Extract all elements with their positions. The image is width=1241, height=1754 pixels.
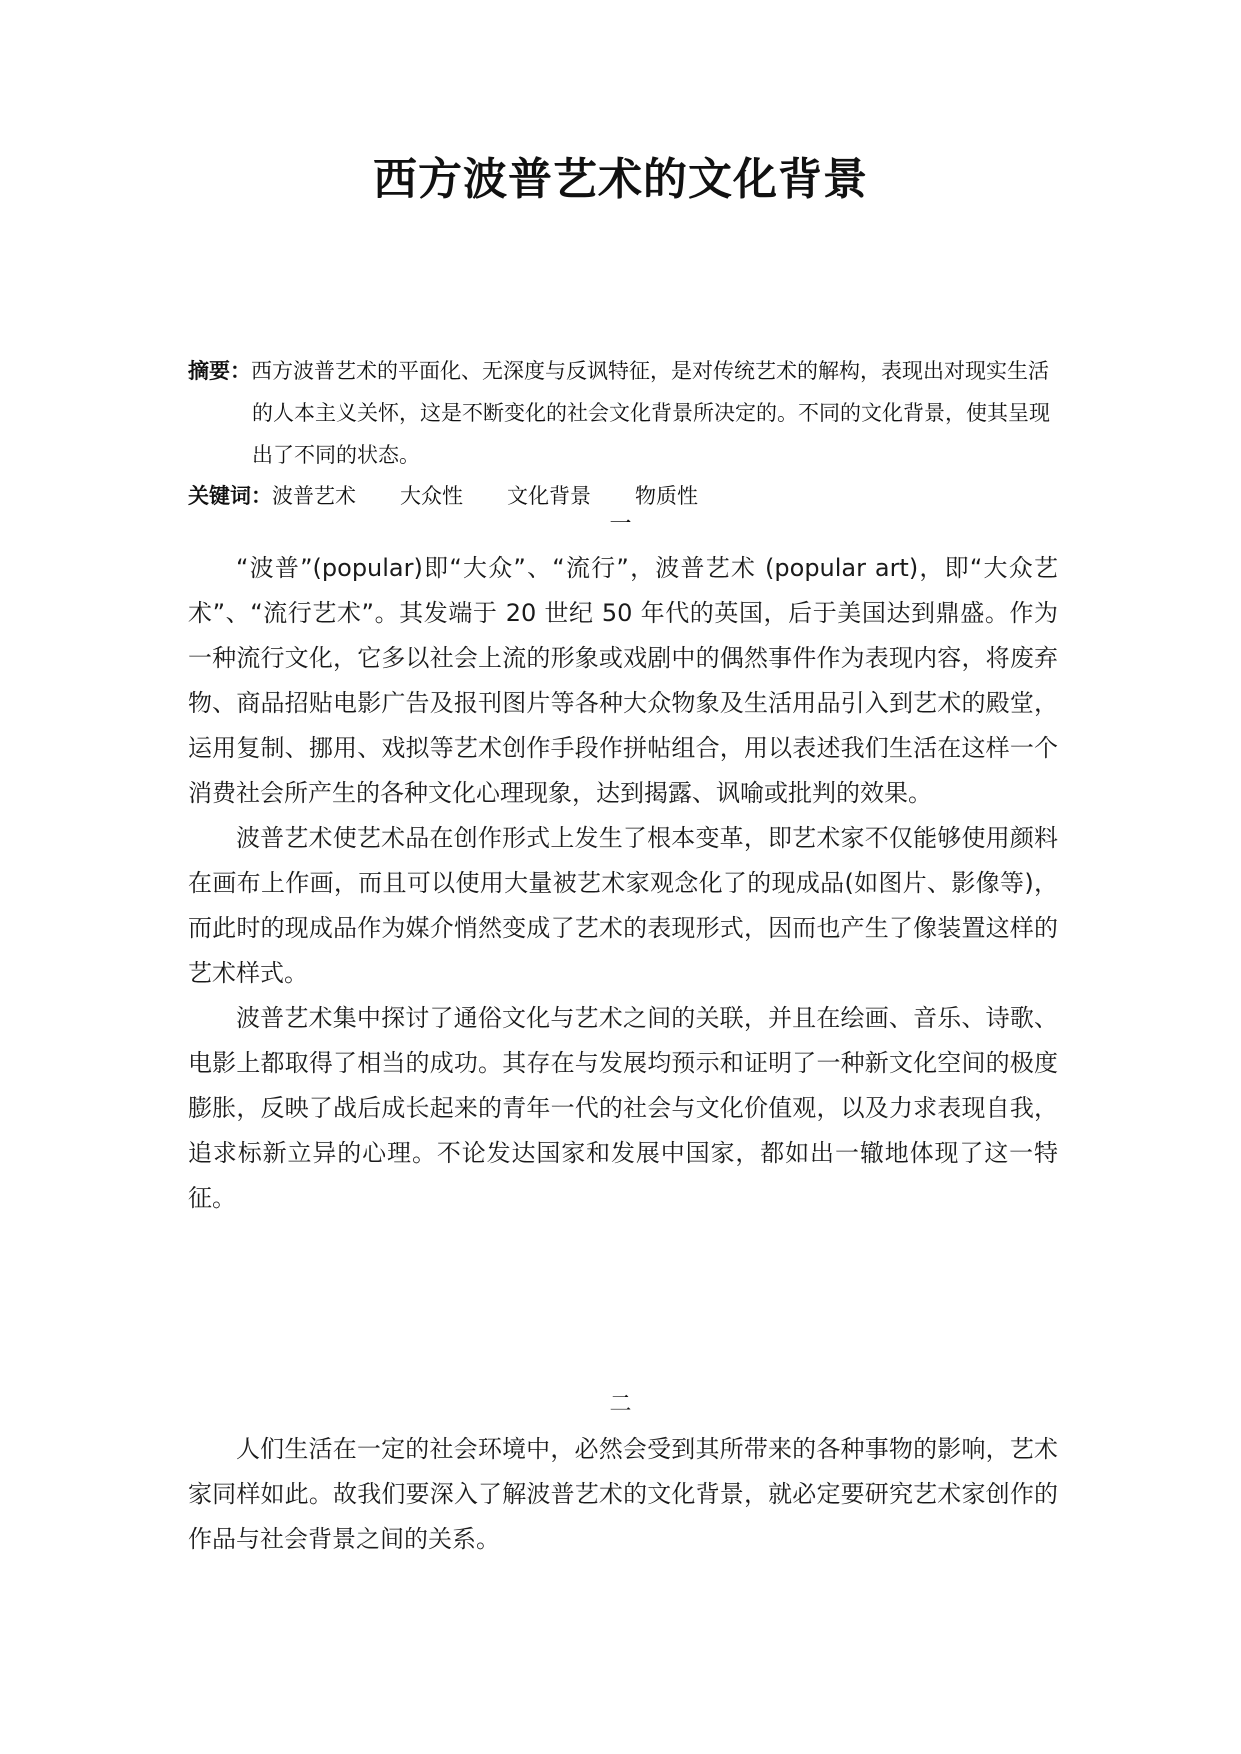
section-number-1: 一 [609,512,632,537]
paragraph: “波普”(popular)即“大众”、“流行”，波普艺术 (popular art)，即“大众艺术”、“流行艺术”。其发端于 20 世纪 50 年代的英国，后于美国达到鼎盛。作为一种流行文化，它多以社会上流的形象或戏剧中的偶然事件作为表现内容，将废弃物、商品招贴电影广告及报刊图片等各种大众物象及生活用品引入到艺术的殿堂，运用复制、挪用、戏拟等艺术创作手段作拼帖组合，用以表述我们生活在这样一个消费社会所产生的各种文化心理现象，达到揭露、讽喻或批判的效果。 [188,554,1058,807]
keyword: 大众性 [400,484,463,508]
keyword: 文化背景 [507,484,591,508]
keyword: 波普艺术 [272,484,356,508]
section-2-body [188,1427,1058,1562]
abstract-text: 西方波普艺术的平面化、无深度与反讽特征，是对传统艺术的解构，表现出对现实生活的人本主义关怀，这是不断变化的社会文化背景所决定的。不同的文化背景，使其呈现出了不同的状态。 [251,359,1050,467]
keyword: 物质性 [635,484,698,508]
paragraph: 波普艺术集中探讨了通俗文化与艺术之间的关联，并且在绘画、音乐、诗歌、电影上都取得了相当的成功。其存在与发展均预示和证明了一种新文化空间的极度膨胀，反映了战后成长起来的青年一代的社会与文化价值观，以及力求表现自我，追求标新立异的心理。不论发达国家和发展中国家，都如出一辙地体现了这一特征。 [188,1004,1058,1212]
paragraph: 人们生活在一定的社会环境中，必然会受到其所带来的各种事物的影响，艺术家同样如此。故我们要深入了解波普艺术的文化背景，就必定要研究艺术家创作的作品与社会背景之间的关系。 [188,1435,1058,1553]
keywords-label: 关键词： [188,484,272,508]
paragraph: 波普艺术使艺术品在创作形式上发生了根本变革，即艺术家不仅能够使用颜料在画布上作画，而且可以使用大量被艺术家观念化了的现成品(如图片、影像等)，而此时的现成品作为媒介悄然变成了艺术的表现形式，因而也产生了像装置这样的艺术样式。 [188,824,1058,987]
abstract-label: 摘要： [188,359,251,383]
section-1-body [188,546,1058,1221]
abstract-block [188,350,1058,476]
abstract [188,350,1058,476]
document-title: 西方波普艺术的文化背景 [373,154,868,205]
section-number-2: 二 [609,1392,632,1417]
